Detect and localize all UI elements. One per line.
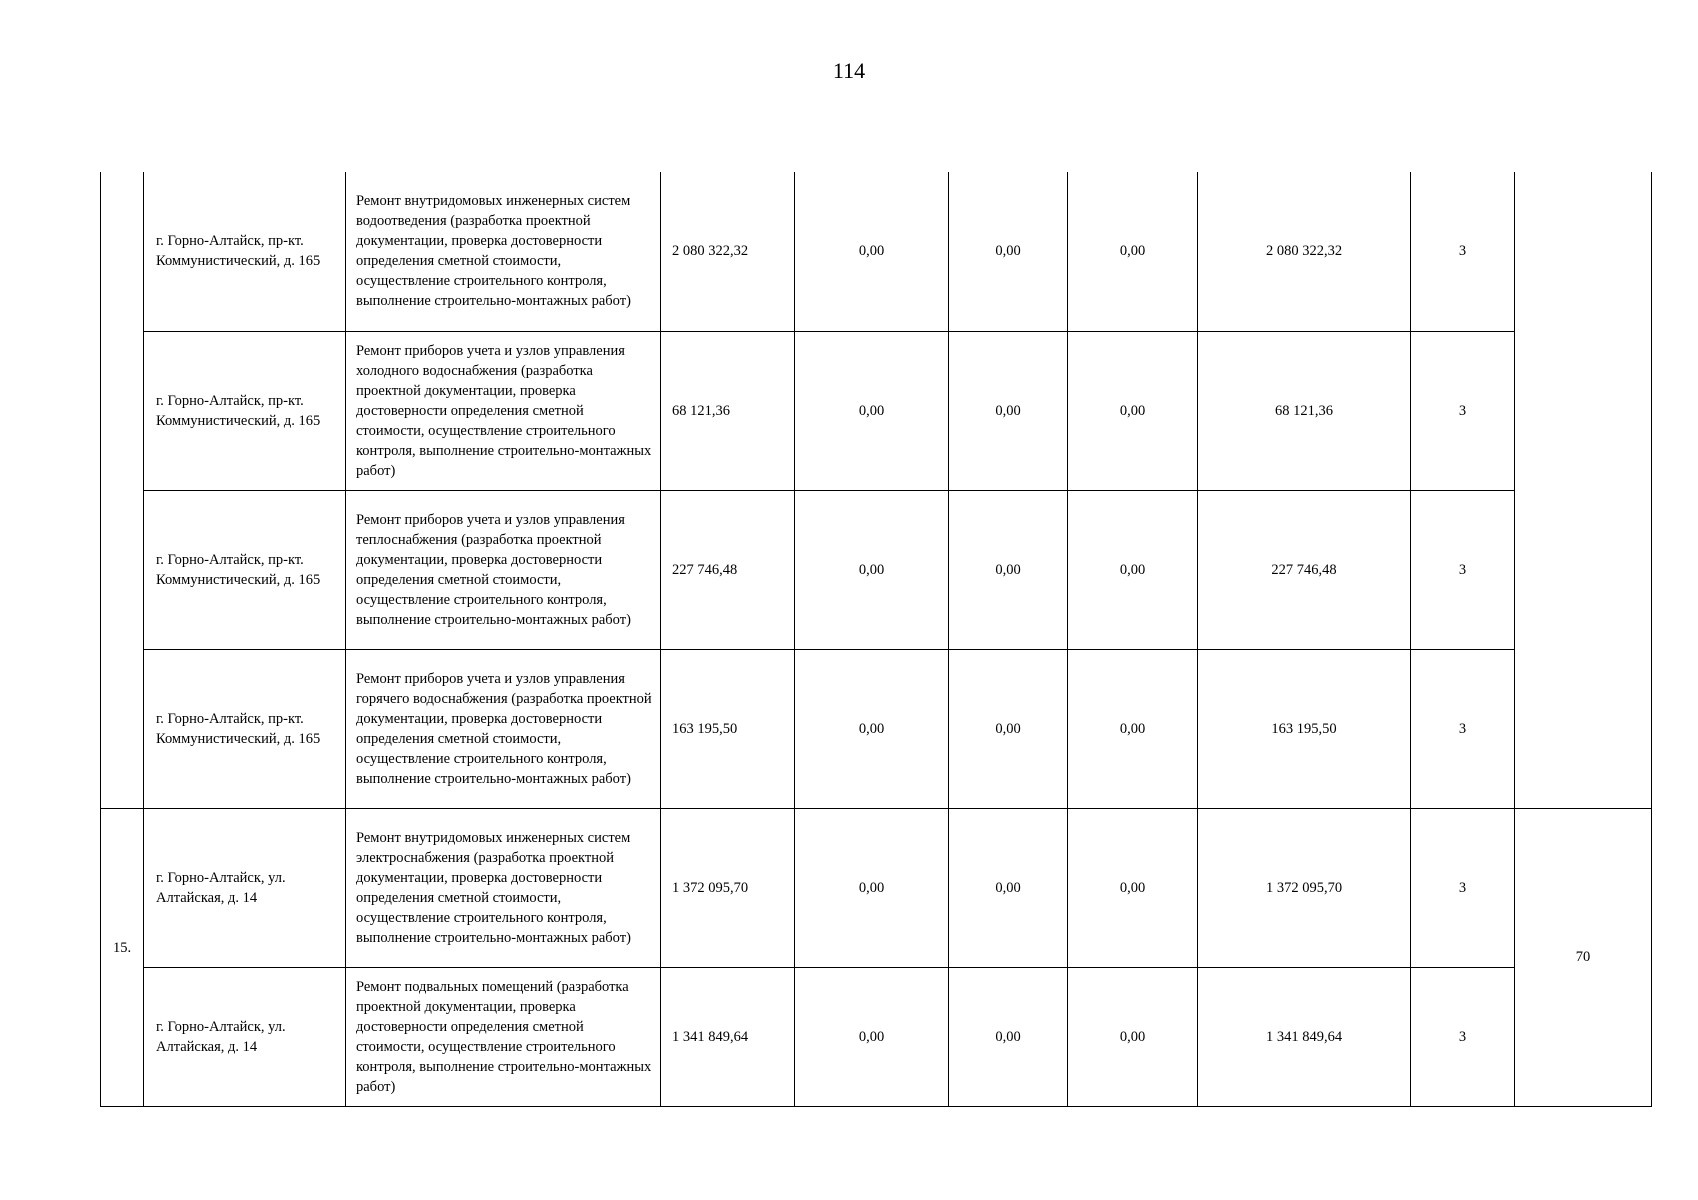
amount-cell: 0,00 [949,808,1068,967]
amount-cell: 0,00 [795,331,949,490]
amount-cell: 0,00 [949,649,1068,808]
amount-cell: 0,00 [1068,172,1198,331]
work-description-cell: Ремонт приборов учета и узлов управления горячего водоснабжения (разработка проектной документации, проверка достоверности определения сметной стоимости, осуществление строительного контроля, выполнение строительно-монтажных работ) [346,649,661,808]
code-cell: 3 [1411,172,1515,331]
address-cell: г. Горно-Алтайск, пр-кт. Коммунистический, д. 165 [144,172,346,331]
total-cell: 163 195,50 [1198,649,1411,808]
group-value-cell: 70 [1515,808,1652,1106]
group-value-cell-empty [1515,172,1652,808]
code-cell: 3 [1411,331,1515,490]
total-cell: 1 372 095,70 [1198,808,1411,967]
work-description-cell: Ремонт внутридомовых инженерных систем водоотведения (разработка проектной документации, проверка достоверности определения сметной стоимости, осуществление строительного контроля, выполнение строительно-монтажных работ) [346,172,661,331]
code-cell: 3 [1411,808,1515,967]
amount-cell: 0,00 [795,649,949,808]
amount-cell: 0,00 [949,490,1068,649]
index-cell-empty [101,172,144,808]
amount-cell: 0,00 [949,331,1068,490]
address-cell: г. Горно-Алтайск, пр-кт. Коммунистический, д. 165 [144,649,346,808]
total-cell: 68 121,36 [1198,331,1411,490]
code-cell: 3 [1411,967,1515,1106]
cost-cell: 68 121,36 [661,331,795,490]
total-cell: 2 080 322,32 [1198,172,1411,331]
code-cell: 3 [1411,649,1515,808]
repair-program-table [100,172,1652,1107]
table-row [101,649,1652,808]
address-cell: г. Горно-Алтайск, пр-кт. Коммунистический, д. 165 [144,490,346,649]
table-row [101,967,1652,1106]
work-description-cell: Ремонт внутридомовых инженерных систем электроснабжения (разработка проектной документации, проверка достоверности определения сметной стоимости, осуществление строительного контроля, выполнение строительно-монтажных работ) [346,808,661,967]
amount-cell: 0,00 [1068,331,1198,490]
address-cell: г. Горно-Алтайск, ул. Алтайская, д. 14 [144,808,346,967]
address-cell: г. Горно-Алтайск, пр-кт. Коммунистический, д. 165 [144,331,346,490]
amount-cell: 0,00 [1068,490,1198,649]
amount-cell: 0,00 [795,808,949,967]
table-row [101,331,1652,490]
group-index-cell: 15. [101,808,144,1106]
work-description-cell: Ремонт приборов учета и узлов управления теплоснабжения (разработка проектной документации, проверка достоверности определения сметной стоимости, осуществление строительного контроля, выполнение строительно-монтажных работ) [346,490,661,649]
cost-cell: 163 195,50 [661,649,795,808]
amount-cell: 0,00 [1068,808,1198,967]
page-number: 114 [832,58,866,83]
amount-cell: 0,00 [1068,967,1198,1106]
amount-cell: 0,00 [949,172,1068,331]
amount-cell: 0,00 [949,967,1068,1106]
cost-cell: 227 746,48 [661,490,795,649]
cost-cell: 1 341 849,64 [661,967,795,1106]
code-cell: 3 [1411,490,1515,649]
amount-cell: 0,00 [795,172,949,331]
amount-cell: 0,00 [795,967,949,1106]
amount-cell: 0,00 [795,490,949,649]
table-row [101,490,1652,649]
address-cell: г. Горно-Алтайск, ул. Алтайская, д. 14 [144,967,346,1106]
work-description-cell: Ремонт приборов учета и узлов управления холодного водоснабжения (разработка проектной документации, проверка достоверности определения сметной стоимости, осуществление строительного контроля, выполнение строительно-монтажных работ) [346,331,661,490]
cost-cell: 1 372 095,70 [661,808,795,967]
total-cell: 227 746,48 [1198,490,1411,649]
table-row [101,172,1652,331]
amount-cell: 0,00 [1068,649,1198,808]
total-cell: 1 341 849,64 [1198,967,1411,1106]
work-description-cell: Ремонт подвальных помещений (разработка проектной документации, проверка достоверности определения сметной стоимости, осуществление строительного контроля, выполнение строительно-монтажных работ) [346,967,661,1106]
cost-cell: 2 080 322,32 [661,172,795,331]
table-row [101,808,1652,967]
